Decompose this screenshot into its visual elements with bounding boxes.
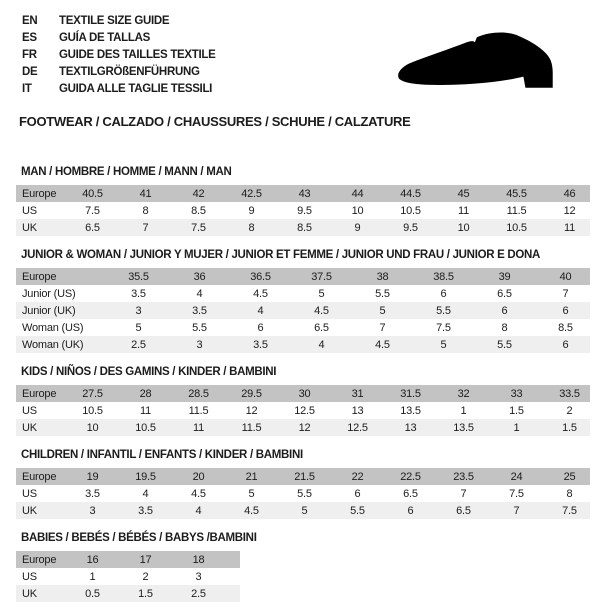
size-value: 6.5 <box>403 487 418 500</box>
row-label: Europe <box>22 270 57 283</box>
table-babies <box>16 551 240 602</box>
section-kids <box>16 366 590 436</box>
size-value: 45 <box>457 187 470 200</box>
language-row <box>22 64 216 81</box>
size-value: 12 <box>298 421 311 434</box>
size-value: 8 <box>248 221 255 234</box>
size-value: 1.5 <box>562 421 577 434</box>
language-row <box>22 47 216 64</box>
size-value: 3 <box>135 304 142 317</box>
table-row <box>16 568 240 585</box>
size-value: 28 <box>139 387 152 400</box>
row-label: Junior (UK) <box>22 304 76 317</box>
section-man-title: MAN / HOMBRE / HOMME / MANN / MAN <box>21 166 232 178</box>
size-value: 6.5 <box>314 321 329 334</box>
size-value: 9.5 <box>403 221 418 234</box>
row-label: UK <box>22 421 37 434</box>
size-value: 5 <box>135 321 142 334</box>
size-value: 4.5 <box>375 338 390 351</box>
language-label: GUIDA ALLE TAGLIE TESSILI <box>59 83 213 95</box>
table-man <box>16 185 590 236</box>
size-value: 9 <box>354 221 361 234</box>
size-value: 5.5 <box>350 504 365 517</box>
size-value: 1 <box>89 570 96 583</box>
size-value: 12 <box>245 404 258 417</box>
table-row <box>16 419 590 436</box>
size-value: 5 <box>318 287 325 300</box>
language-label: GUÍA DE TALLAS <box>59 32 150 44</box>
size-value: 37.5 <box>311 270 332 283</box>
language-row <box>22 30 216 47</box>
size-value: 24 <box>510 470 523 483</box>
size-value: 12 <box>563 204 576 217</box>
row-label: Junior (US) <box>22 287 76 300</box>
size-value: 4 <box>257 304 264 317</box>
size-value: 6 <box>440 287 447 300</box>
language-row <box>22 13 216 30</box>
table-row <box>16 285 590 302</box>
table-row <box>16 468 590 485</box>
size-value: 38 <box>376 270 389 283</box>
size-value: 23.5 <box>453 470 474 483</box>
size-value: 33 <box>510 387 523 400</box>
size-value: 11 <box>457 204 470 217</box>
table-row <box>16 485 590 502</box>
row-label: Europe <box>22 187 57 200</box>
size-value: 5 <box>248 487 255 500</box>
table-row <box>16 551 240 568</box>
size-value: 2 <box>566 404 573 417</box>
size-value: 6 <box>562 338 569 351</box>
size-value: 10.5 <box>400 204 421 217</box>
size-value: 18 <box>192 553 205 566</box>
size-value: 5.5 <box>497 338 512 351</box>
size-value: 39 <box>498 270 511 283</box>
size-value: 11.5 <box>506 204 527 217</box>
size-value: 0.5 <box>85 587 100 600</box>
size-value: 6 <box>354 487 361 500</box>
size-value: 31.5 <box>400 387 421 400</box>
table-children <box>16 468 590 519</box>
section-junior-woman <box>16 249 590 353</box>
size-value: 3 <box>195 570 202 583</box>
size-value: 11.5 <box>188 404 209 417</box>
size-value: 7 <box>513 504 520 517</box>
size-value: 11.5 <box>241 421 262 434</box>
size-value: 5.5 <box>375 287 390 300</box>
size-value: 31 <box>351 387 364 400</box>
dress-shoe-icon <box>396 32 578 95</box>
size-value: 6.5 <box>456 504 471 517</box>
size-value: 22 <box>351 470 364 483</box>
size-value: 1 <box>513 421 520 434</box>
language-code: ES <box>22 32 37 44</box>
size-value: 11 <box>139 404 152 417</box>
size-value: 5 <box>440 338 447 351</box>
size-value: 7 <box>460 487 467 500</box>
size-value: 3.5 <box>131 287 146 300</box>
size-value: 10.5 <box>82 404 103 417</box>
size-value: 3.5 <box>253 338 268 351</box>
size-value: 6.5 <box>497 287 512 300</box>
table-row <box>16 336 590 353</box>
size-value: 8.5 <box>558 321 573 334</box>
size-value: 7 <box>142 221 149 234</box>
row-label: Europe <box>22 387 57 400</box>
section-man <box>16 166 590 236</box>
size-value: 8.5 <box>297 221 312 234</box>
size-value: 40 <box>559 270 572 283</box>
size-value: 42 <box>192 187 205 200</box>
language-list <box>22 13 216 98</box>
language-label: GUIDE DES TAILLES TEXTILE <box>59 49 216 61</box>
size-value: 16 <box>86 553 99 566</box>
size-value: 5.5 <box>297 487 312 500</box>
size-value: 10.5 <box>506 221 527 234</box>
row-label: Woman (US) <box>22 321 84 334</box>
size-value: 4.5 <box>253 287 268 300</box>
size-value: 4.5 <box>244 504 259 517</box>
size-value: 6.5 <box>85 221 100 234</box>
row-label: Europe <box>22 470 57 483</box>
size-value: 35.5 <box>128 270 149 283</box>
size-value: 3.5 <box>192 304 207 317</box>
size-value: 10.5 <box>135 421 156 434</box>
table-row <box>16 385 590 402</box>
size-value: 5.5 <box>192 321 207 334</box>
size-value: 30 <box>298 387 311 400</box>
table-row <box>16 502 590 519</box>
row-label: US <box>22 204 37 217</box>
size-value: 21.5 <box>294 470 315 483</box>
size-value: 29.5 <box>241 387 262 400</box>
size-value: 28.5 <box>188 387 209 400</box>
size-value: 1.5 <box>509 404 524 417</box>
size-value: 8 <box>501 321 508 334</box>
size-value: 46 <box>563 187 576 200</box>
size-value: 2.5 <box>131 338 146 351</box>
size-value: 4 <box>142 487 149 500</box>
size-value: 19.5 <box>135 470 156 483</box>
section-children <box>16 449 590 519</box>
size-value: 1.5 <box>138 587 153 600</box>
size-value: 27.5 <box>82 387 103 400</box>
size-value: 10 <box>457 221 470 234</box>
size-value: 7 <box>562 287 569 300</box>
table-row <box>16 202 590 219</box>
size-value: 5 <box>301 504 308 517</box>
size-value: 11 <box>563 221 576 234</box>
size-value: 8 <box>142 204 149 217</box>
row-label: UK <box>22 587 37 600</box>
size-value: 41 <box>139 187 152 200</box>
size-value: 8.5 <box>191 204 206 217</box>
size-value: 25 <box>563 470 576 483</box>
table-row <box>16 302 590 319</box>
table-row <box>16 585 240 602</box>
size-value: 44.5 <box>400 187 421 200</box>
row-label: Woman (UK) <box>22 338 84 351</box>
size-value: 7.5 <box>191 221 206 234</box>
table-row <box>16 185 590 202</box>
size-value: 20 <box>192 470 205 483</box>
size-value: 6 <box>501 304 508 317</box>
size-value: 13 <box>351 404 364 417</box>
size-value: 3 <box>196 338 203 351</box>
size-value: 6 <box>407 504 414 517</box>
size-value: 10 <box>86 421 99 434</box>
size-value: 2 <box>142 570 149 583</box>
language-code: FR <box>22 49 37 61</box>
size-value: 43 <box>298 187 311 200</box>
size-value: 1 <box>460 404 467 417</box>
language-label: TEXTILE SIZE GUIDE <box>59 15 170 27</box>
size-value: 6 <box>257 321 264 334</box>
size-value: 4 <box>318 338 325 351</box>
size-value: 4.5 <box>314 304 329 317</box>
table-kids <box>16 385 590 436</box>
size-value: 32 <box>457 387 470 400</box>
row-label: US <box>22 404 37 417</box>
category-title: FOOTWEAR / CALZADO / CHAUSSURES / SCHUHE / CALZATURE <box>19 114 411 129</box>
size-value: 4 <box>196 287 203 300</box>
table-row <box>16 402 590 419</box>
size-value: 12.5 <box>294 404 315 417</box>
table-row <box>16 319 590 336</box>
size-value: 45.5 <box>506 187 527 200</box>
row-label: UK <box>22 504 37 517</box>
row-label: UK <box>22 221 37 234</box>
size-value: 38.5 <box>433 270 454 283</box>
size-value: 7.5 <box>509 487 524 500</box>
language-code: DE <box>22 66 38 78</box>
size-value: 22.5 <box>400 470 421 483</box>
size-value: 9 <box>248 204 255 217</box>
section-kids-title: KIDS / NIÑOS / DES GAMINS / KINDER / BAMBINI <box>21 366 277 378</box>
size-value: 7.5 <box>436 321 451 334</box>
size-value: 3.5 <box>138 504 153 517</box>
size-value: 40.5 <box>82 187 103 200</box>
size-value: 44 <box>351 187 364 200</box>
table-row <box>16 219 590 236</box>
size-value: 13 <box>404 421 417 434</box>
row-label: Europe <box>22 553 57 566</box>
size-value: 17 <box>139 553 152 566</box>
size-value: 6 <box>562 304 569 317</box>
size-value: 7.5 <box>85 204 100 217</box>
language-label: TEXTILGRÖßENFÜHRUNG <box>59 66 200 78</box>
size-value: 33.5 <box>559 387 580 400</box>
size-value: 5.5 <box>436 304 451 317</box>
size-value: 36 <box>193 270 206 283</box>
language-row <box>22 81 216 98</box>
size-value: 3.5 <box>85 487 100 500</box>
section-children-title: CHILDREN / INFANTIL / ENFANTS / KINDER / BAMBINI <box>21 449 303 461</box>
size-value: 2.5 <box>191 587 206 600</box>
size-value: 5 <box>379 304 386 317</box>
row-label: US <box>22 487 37 500</box>
size-value: 11 <box>192 421 205 434</box>
size-value: 12.5 <box>347 421 368 434</box>
size-value: 13.5 <box>400 404 421 417</box>
size-value: 4.5 <box>191 487 206 500</box>
size-value: 9.5 <box>297 204 312 217</box>
size-value: 13.5 <box>453 421 474 434</box>
size-value: 7 <box>379 321 386 334</box>
section-babies <box>16 532 590 602</box>
section-babies-title: BABIES / BEBÉS / BÉBÉS / BABYS /BAMBINI <box>21 532 257 544</box>
language-code: EN <box>22 15 38 27</box>
size-value: 10 <box>351 204 364 217</box>
size-value: 3 <box>89 504 96 517</box>
size-tables <box>16 166 590 615</box>
row-label: US <box>22 570 37 583</box>
section-junior-woman-title: JUNIOR & WOMAN / JUNIOR Y MUJER / JUNIOR ET FEMME / JUNIOR UND FRAU / JUNIOR E DONA <box>21 249 541 261</box>
table-junior-woman <box>16 268 590 353</box>
size-value: 36.5 <box>250 270 271 283</box>
size-value: 19 <box>86 470 99 483</box>
size-value: 21 <box>245 470 258 483</box>
table-row <box>16 268 590 285</box>
size-value: 4 <box>195 504 202 517</box>
size-value: 8 <box>566 487 573 500</box>
size-value: 7.5 <box>562 504 577 517</box>
size-value: 42.5 <box>241 187 262 200</box>
language-code: IT <box>22 83 32 95</box>
